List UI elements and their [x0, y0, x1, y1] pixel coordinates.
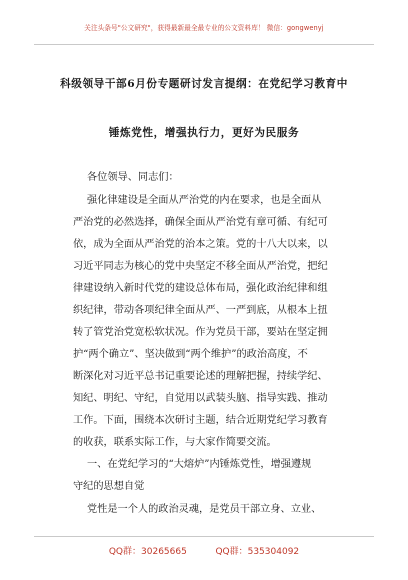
body-line: 工作。下面，围绕本次研讨主题，结合近期党纪学习教育 [73, 415, 328, 426]
section-heading-line: 守纪的思想自觉 [73, 481, 145, 492]
body-line: 严治党的必然选择，确保全面从严治党有章可循、有纪可 [73, 217, 328, 228]
body-line: 习近平同志为核心的党中央坚定不移全面从严治党，把纪 [73, 261, 328, 272]
body-line: 断深化对习近平总书记重要论述的理解把握，持续学纪、 [73, 371, 328, 382]
body-line: 依，成为全面从严治党的治本之策。党的十八大以来，以 [73, 239, 328, 250]
page-footer [34, 536, 374, 557]
section-heading-line: 一、在党纪学习的“大熔炉”内锤炼党性，增强遵规 [87, 459, 312, 470]
document-title-line-1: 科级领导干部6月份专题研讨发言提纲：在党纪学习教育中 [60, 78, 348, 90]
body-line: 党性是一个人的政治灵魂，是党员干部立身、立业、 [87, 504, 322, 515]
body-line: 的收获，联系实际工作，与大家作简要交流。 [73, 437, 277, 448]
page-header [34, 22, 374, 45]
body-line: 转了管党治党宽松软状况。作为党员干部，要站在坚定拥 [73, 327, 328, 338]
body-line: 律建设纳入新时代党的建设总体布局，强化政治纪律和组 [73, 283, 328, 294]
footer-qq-group-1: QQ群：30265665 [108, 547, 187, 557]
body-line: 强化律建设是全面从严治党的内在要求，也是全面从 [87, 195, 322, 206]
document-title-line-2: 锤炼党性，增强执行力，更好为民服务 [108, 127, 300, 139]
header-promo-text: 关注头条号"公文研究"，获得最新最全最专业的公文资料库！ 微信：gongwenyj [84, 24, 324, 32]
body-line: 知纪、明纪、守纪，自觉用以武装头脑、指导实践、推动 [73, 393, 328, 404]
body-line: 织纪律，带动各项纪律全面从严、一严到底，从根本上扭 [73, 305, 328, 316]
body-line: 护“两个确立”、坚决做到“两个维护”的政治高度，不 [73, 349, 308, 360]
footer-qq-group-2: QQ群：535304092 [215, 547, 300, 557]
salutation: 各位领导、同志们： [87, 172, 179, 183]
